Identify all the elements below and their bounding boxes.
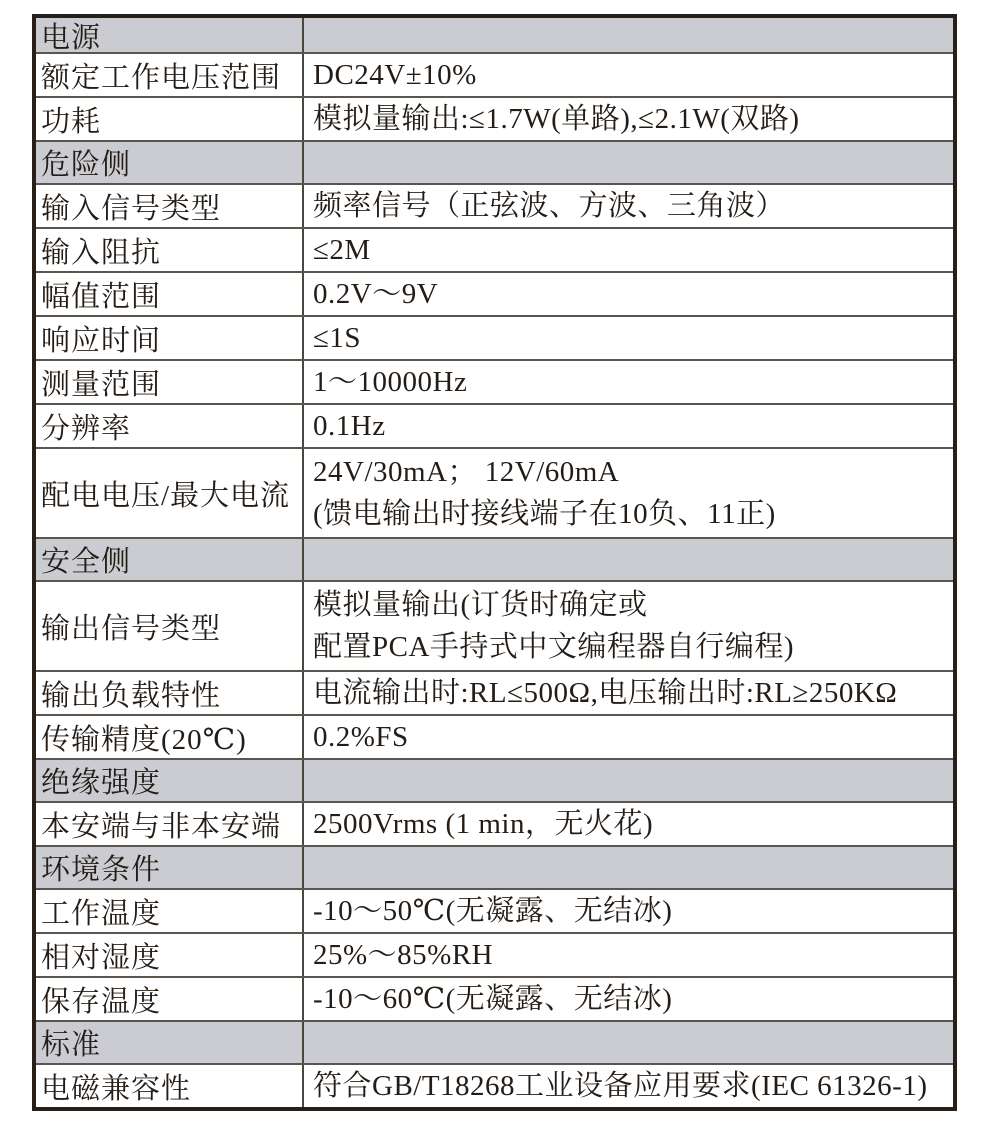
spec-value-cell xyxy=(304,405,953,447)
spec-value-cell xyxy=(304,539,953,580)
spec-value-cell xyxy=(304,890,953,932)
spec-row xyxy=(36,580,953,670)
spec-value-line: 符合GB/T18268工业设备应用要求(IEC 61326-1) xyxy=(313,1070,928,1102)
spec-value-line: 24V/30mA； 12V/60mA xyxy=(313,456,620,488)
spec-value-line: 1～10000Hz xyxy=(313,366,468,398)
specification-table xyxy=(32,14,957,1111)
spec-row xyxy=(36,1063,953,1107)
spec-label-cell: 幅值范围 xyxy=(36,273,304,315)
spec-value-line: 电流输出时:RL≤500Ω,电压输出时:RL≥250KΩ xyxy=(313,677,898,709)
spec-label-cell: 测量范围 xyxy=(36,361,304,403)
spec-value-cell xyxy=(304,229,953,271)
spec-label-cell: 保存温度 xyxy=(36,978,304,1020)
section-header-row xyxy=(36,537,953,580)
spec-value-cell xyxy=(304,317,953,359)
spec-label-cell: 额定工作电压范围 xyxy=(36,54,304,96)
spec-value-line: ≤2M xyxy=(313,234,371,266)
section-title: 绝缘强度 xyxy=(36,760,304,801)
spec-value-cell xyxy=(304,142,953,183)
spec-row xyxy=(36,976,953,1020)
spec-value-line: 配置PCA手持式中文编程器自行编程) xyxy=(313,631,795,663)
spec-value-line: 2500Vrms (1 min，无火花) xyxy=(313,808,654,840)
spec-value-cell xyxy=(304,1022,953,1063)
spec-value-cell xyxy=(304,361,953,403)
spec-label-cell: 输出信号类型 xyxy=(36,582,304,670)
spec-value-cell xyxy=(304,978,953,1020)
spec-value-cell xyxy=(304,582,953,670)
section-title: 安全侧 xyxy=(36,539,304,580)
spec-value-line: DC24V±10% xyxy=(313,59,477,91)
section-title: 危险侧 xyxy=(36,142,304,183)
section-header-row xyxy=(36,758,953,801)
spec-row xyxy=(36,714,953,758)
spec-value-line: 0.2%FS xyxy=(313,721,409,753)
spec-label-cell: 功耗 xyxy=(36,98,304,140)
spec-value-cell xyxy=(304,98,953,140)
spec-value-line: 0.1Hz xyxy=(313,410,386,442)
spec-row xyxy=(36,315,953,359)
spec-label-cell: 分辨率 xyxy=(36,405,304,447)
spec-label-cell: 本安端与非本安端 xyxy=(36,803,304,845)
spec-value-cell xyxy=(304,934,953,976)
section-title: 标准 xyxy=(36,1022,304,1063)
spec-row xyxy=(36,403,953,447)
spec-value-cell xyxy=(304,54,953,96)
spec-value-cell xyxy=(304,760,953,801)
section-title: 环境条件 xyxy=(36,847,304,888)
section-header-row xyxy=(36,1020,953,1063)
spec-value-line: 频率信号（正弦波、方波、三角波） xyxy=(313,190,786,222)
spec-label-cell: 配电电压/最大电流 xyxy=(36,449,304,537)
section-header-row xyxy=(36,845,953,888)
spec-label-cell: 响应时间 xyxy=(36,317,304,359)
spec-value-cell xyxy=(304,847,953,888)
spec-row xyxy=(36,96,953,140)
spec-value-cell xyxy=(304,803,953,845)
spec-label-cell: 输入信号类型 xyxy=(36,185,304,227)
spec-row xyxy=(36,447,953,537)
section-header-row xyxy=(36,140,953,183)
spec-value-line: 0.2V～9V xyxy=(313,278,439,310)
spec-value-cell xyxy=(304,18,953,52)
spec-row xyxy=(36,670,953,714)
spec-value-cell xyxy=(304,185,953,227)
spec-value-cell xyxy=(304,716,953,758)
spec-value-line: -10～60℃(无凝露、无结冰) xyxy=(313,983,673,1015)
spec-label-cell: 相对湿度 xyxy=(36,934,304,976)
spec-label-cell: 电磁兼容性 xyxy=(36,1065,304,1107)
spec-value-cell xyxy=(304,449,953,537)
spec-value-line: ≤1S xyxy=(313,322,362,354)
spec-value-line: -10～50℃(无凝露、无结冰) xyxy=(313,895,673,927)
spec-value-cell xyxy=(304,672,953,714)
spec-value-line: 模拟量输出(订货时确定或 xyxy=(313,589,648,621)
section-header-row xyxy=(36,18,953,52)
spec-row xyxy=(36,227,953,271)
spec-value-line: 25%～85%RH xyxy=(313,939,494,971)
spec-value-line: (馈电输出时接线端子在10负、11正) xyxy=(313,498,776,530)
spec-label-cell: 输出负载特性 xyxy=(36,672,304,714)
spec-row xyxy=(36,271,953,315)
spec-label-cell: 传输精度(20℃) xyxy=(36,716,304,758)
spec-row xyxy=(36,801,953,845)
spec-row xyxy=(36,888,953,932)
spec-label-cell: 输入阻抗 xyxy=(36,229,304,271)
spec-value-cell xyxy=(304,1065,953,1107)
spec-row xyxy=(36,183,953,227)
spec-label-cell: 工作温度 xyxy=(36,890,304,932)
spec-value-line: 模拟量输出:≤1.7W(单路),≤2.1W(双路) xyxy=(313,103,800,135)
section-title: 电源 xyxy=(36,18,304,52)
spec-row xyxy=(36,52,953,96)
spec-row xyxy=(36,359,953,403)
spec-value-cell xyxy=(304,273,953,315)
spec-row xyxy=(36,932,953,976)
